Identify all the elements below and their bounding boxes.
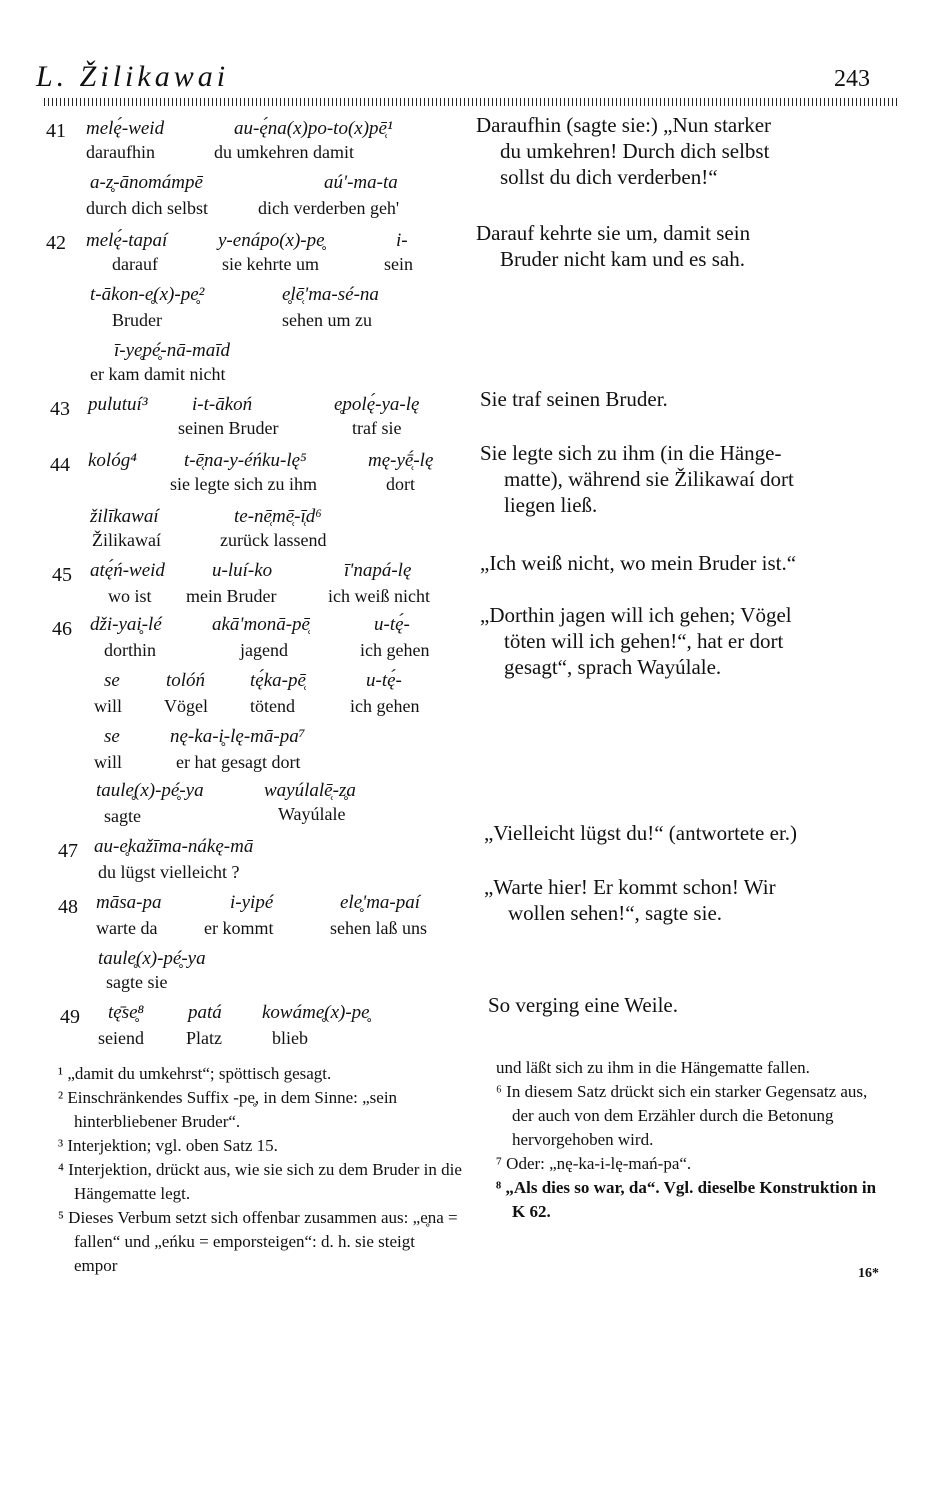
native-word: kológ⁴ bbox=[88, 450, 137, 471]
gloss-word: er kam damit nicht bbox=[90, 364, 226, 384]
native-word: t-ākon-e̥(x)-pe̥² bbox=[90, 284, 205, 305]
native-word: ī-ye̥pé̥-nā-maīd bbox=[114, 340, 231, 361]
translation-block bbox=[484, 874, 884, 926]
translation-block bbox=[484, 820, 894, 846]
native-word: a-z̥-ānomámpē bbox=[90, 172, 203, 193]
gloss-word: will bbox=[94, 752, 123, 772]
translation-line: Bruder nicht kam und es sah. bbox=[500, 247, 745, 271]
sentence-number: 47 bbox=[58, 840, 78, 862]
native-word: dži-yai̥-lé bbox=[90, 614, 162, 635]
gloss-word: du umkehren damit bbox=[214, 142, 354, 162]
gloss-word: sie kehrte um bbox=[222, 254, 319, 274]
sentence-number: 44 bbox=[50, 454, 70, 476]
footnotes-left bbox=[58, 1062, 462, 1278]
gloss-word: sein bbox=[384, 254, 413, 274]
native-word: i-yipé bbox=[230, 892, 274, 913]
gloss-word: er hat gesagt dort bbox=[176, 752, 301, 772]
native-word: u-tę́- bbox=[366, 670, 402, 691]
footnote: ⁷ Oder: „nę-ka-i-lę-mań-pa“. bbox=[496, 1154, 692, 1173]
translation-line: Sie legte sich zu ihm (in die Hänge- bbox=[480, 441, 782, 465]
gloss-word: zurück lassend bbox=[220, 530, 327, 550]
translation-line: liegen ließ. bbox=[504, 493, 598, 517]
translation-line: sollst du dich verderben!“ bbox=[500, 165, 718, 189]
native-word: tę́ka-pē̜ bbox=[250, 670, 306, 691]
sentence-number: 46 bbox=[52, 618, 72, 640]
native-word: te-nē̜mē̜-ī̜d⁶ bbox=[234, 506, 322, 527]
gloss-word: dich verderben geh' bbox=[258, 198, 400, 218]
native-word: žilīkawaí bbox=[90, 506, 159, 527]
native-word: tę̄se̥⁸ bbox=[108, 1002, 145, 1023]
translation-line: „Dorthin jagen will ich gehen; Vögel bbox=[480, 603, 792, 627]
gloss-word: Vögel bbox=[164, 696, 208, 716]
translation-line: Darauf kehrte sie um, damit sein bbox=[476, 221, 751, 245]
native-word: mę-yḗ̜-lę bbox=[368, 450, 434, 471]
gloss-word: tötend bbox=[250, 696, 295, 716]
translation-block bbox=[480, 550, 890, 576]
gloss-word: sehen um zu bbox=[282, 310, 372, 330]
gloss-word: seinen Bruder bbox=[178, 418, 279, 438]
footnote-continuation: und läßt sich zu ihm in die Hängematte fallen. bbox=[496, 1058, 810, 1077]
translation-line: „Warte hier! Er kommt schon! Wir bbox=[484, 875, 776, 899]
native-word: taule̥(x)-pé̥-ya bbox=[96, 780, 204, 801]
native-word: ī'napá-lę bbox=[344, 560, 412, 581]
native-word: i-t-ākoń bbox=[192, 394, 253, 415]
gloss-word: sie legte sich zu ihm bbox=[170, 474, 317, 494]
running-title: L. Žilikawai bbox=[36, 60, 230, 93]
native-word: e̥lē̜'ma-sé-na bbox=[282, 284, 379, 305]
translation-line: „Ich weiß nicht, wo mein Bruder ist.“ bbox=[480, 551, 797, 575]
gloss-word: dorthin bbox=[104, 640, 156, 660]
translation-block bbox=[480, 602, 880, 680]
gloss-word: jagend bbox=[240, 640, 288, 660]
sentence-number: 43 bbox=[50, 398, 70, 420]
native-word: u-luí-ko bbox=[212, 560, 273, 581]
sentence-number: 45 bbox=[52, 564, 72, 586]
native-word: se bbox=[104, 726, 120, 747]
native-word: melę́-weid bbox=[86, 118, 165, 139]
translation-block bbox=[480, 386, 880, 412]
gloss-word: wo ist bbox=[108, 586, 152, 606]
native-word: nę-ka-i̥-lę-mā-pa⁷ bbox=[170, 726, 306, 747]
gloss-word: dort bbox=[386, 474, 415, 494]
translation-line: töten will ich gehen!“, hat er dort bbox=[504, 629, 784, 653]
gloss-word: ich gehen bbox=[350, 696, 420, 716]
translation-line: wollen sehen!“, sagte sie. bbox=[508, 901, 723, 925]
native-word: au-ę́na(x)po-to(x)pē̜¹ bbox=[234, 118, 393, 139]
sentence-number: 49 bbox=[60, 1006, 80, 1028]
signature-mark: 16* bbox=[858, 1266, 879, 1281]
native-word: e̥polę́-ya-lę bbox=[334, 394, 420, 415]
gloss-word: sehen laß uns bbox=[330, 918, 427, 938]
native-word: ele̥'ma-paí bbox=[340, 892, 421, 913]
gloss-word: Bruder bbox=[112, 310, 162, 330]
gloss-word: er kommt bbox=[204, 918, 274, 938]
page-header bbox=[30, 58, 872, 106]
native-word: kowáme̥(x)-pe̥ bbox=[262, 1002, 370, 1023]
native-word: wayúlalē̜-z̥a bbox=[264, 780, 356, 801]
footnote: ⁵ Dieses Verbum setzt sich offenbar zusammen aus: „e̥na = fallen“ und „eńku = emporsteigen“: d. h. sie steigt empor bbox=[58, 1208, 458, 1275]
gloss-word: du lügst vielleicht ? bbox=[98, 862, 240, 882]
gloss-word: darauf bbox=[112, 254, 158, 274]
translation-block bbox=[476, 220, 876, 272]
native-word: t-ē̜na-y-éńku-lę⁵ bbox=[184, 450, 307, 471]
native-word: māsa-pa bbox=[96, 892, 162, 913]
gloss-word: Žilikawaí bbox=[92, 530, 161, 550]
gloss-word: blieb bbox=[272, 1028, 308, 1048]
native-word: u-tę́- bbox=[374, 614, 410, 635]
translation-line: gesagt“, sprach Wayúlale. bbox=[504, 655, 722, 679]
gloss-word: seiend bbox=[98, 1028, 144, 1048]
translation-block bbox=[476, 112, 876, 190]
page-number: 243 bbox=[834, 66, 870, 92]
gloss-word: mein Bruder bbox=[186, 586, 277, 606]
sentence-number: 42 bbox=[46, 232, 66, 254]
sentence-number: 48 bbox=[58, 896, 78, 918]
gloss-word: ich gehen bbox=[360, 640, 430, 660]
translation-line: Sie traf seinen Bruder. bbox=[480, 387, 668, 411]
native-word: atę́ń-weid bbox=[90, 560, 165, 581]
native-word: i- bbox=[396, 230, 408, 251]
gloss-word: durch dich selbst bbox=[86, 198, 208, 218]
gloss-word: will bbox=[94, 696, 123, 716]
footnote: ⁸ „Als dies so war, da“. Vgl. dieselbe Konstruktion in K 62. bbox=[496, 1178, 877, 1221]
footnote: ⁶ In diesem Satz drückt sich ein starker Gegensatz aus, der auch von dem Erzähler durch die Betonung hervorgehoben wird. bbox=[496, 1082, 868, 1149]
footnote: ⁴ Interjektion, drückt aus, wie sie sich zu dem Bruder in die Hängematte legt. bbox=[58, 1160, 462, 1203]
gloss-word: daraufhin bbox=[86, 142, 155, 162]
translation-block bbox=[480, 440, 880, 518]
header-rule bbox=[44, 98, 900, 106]
gloss-word: Platz bbox=[186, 1028, 222, 1048]
native-word: tolóń bbox=[166, 670, 206, 691]
native-word: pulutuí³ bbox=[88, 394, 148, 415]
native-word: y-enápo(x)-pe̥ bbox=[218, 230, 325, 251]
translation-line: Daraufhin (sagte sie:) „Nun starker bbox=[476, 113, 772, 137]
translation-line: So verging eine Weile. bbox=[488, 993, 678, 1017]
gloss-word: sagte sie bbox=[106, 972, 168, 992]
translation-block bbox=[488, 992, 888, 1018]
gloss-word: warte da bbox=[96, 918, 158, 938]
native-word: patá bbox=[188, 1002, 222, 1023]
gloss-word: traf sie bbox=[352, 418, 402, 438]
translation-line: matte), während sie Žilikawaí dort bbox=[504, 467, 794, 491]
translation-line: „Vielleicht lügst du!“ (antwortete er.) bbox=[484, 821, 798, 845]
gloss-word: sagte bbox=[104, 806, 141, 826]
sentence-number: 41 bbox=[46, 120, 66, 142]
native-word: taule̥(x)-pé̥-ya bbox=[98, 948, 206, 969]
native-word: au-e̥kažīma-nákę-mā bbox=[94, 836, 254, 857]
footnote: ³ Interjektion; vgl. oben Satz 15. bbox=[58, 1136, 278, 1155]
footnote: ¹ „damit du umkehrst“; spöttisch gesagt. bbox=[58, 1064, 332, 1083]
native-word: se bbox=[104, 670, 120, 691]
gloss-word: ich weiß nicht bbox=[328, 586, 430, 606]
footnote: ² Einschränkendes Suffix -pe̥, in dem Sinne: „sein hinterbliebener Bruder“. bbox=[58, 1088, 398, 1131]
translation-line: du umkehren! Durch dich selbst bbox=[500, 139, 770, 163]
footnotes-right bbox=[496, 1056, 884, 1224]
native-word: melę́-tapaí bbox=[86, 230, 168, 251]
native-word: akā'monā-pē̜ bbox=[212, 614, 310, 635]
native-word: aú'-ma-ta bbox=[324, 172, 398, 193]
gloss-word: Wayúlale bbox=[278, 804, 346, 824]
